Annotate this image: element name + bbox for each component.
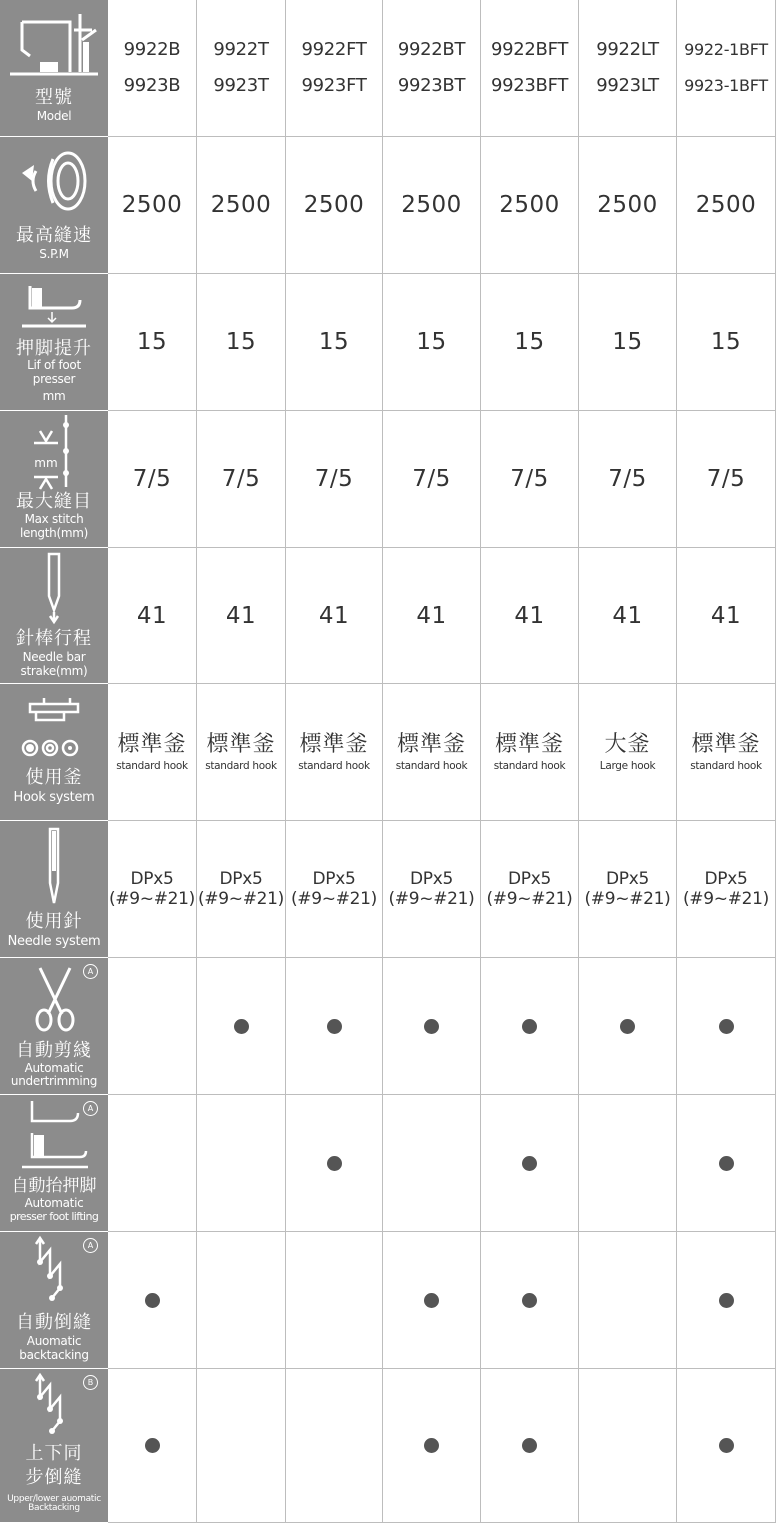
stitch-cell: 7/5 [108,411,197,548]
stroke-cell: 41 [383,548,481,684]
label-stroke-zh: 針棒行程 [16,628,92,649]
label-speed-zh: 最高縫速 [16,225,92,246]
feature-dot [719,1019,734,1034]
hook-cell: 標準釜 standard hook [481,684,579,821]
trim-cell [481,958,579,1095]
label-stitch [0,411,108,548]
sync-badge: B [83,1375,98,1390]
trim-cell [383,958,481,1095]
model-cell: 9922T 9923T [197,0,286,137]
label-trim [0,958,108,1095]
label-sync [0,1369,108,1523]
model-cell: 9922BT 9923BT [383,0,481,137]
label-lift-en1: Lif of foot [27,358,81,372]
label-needle-en: Needle system [7,934,101,949]
presser-cell [286,1095,383,1232]
speed-cell: 2500 [677,137,776,274]
label-model [0,0,108,137]
presser-badge: A [83,1101,98,1116]
lift-cell: 15 [383,274,481,411]
stroke-cell: 41 [481,548,579,684]
speed-cell: 2500 [197,137,286,274]
model-cell: 9922FT 9923FT [286,0,383,137]
stroke-cell: 41 [677,548,776,684]
backtack-cell [197,1232,286,1369]
hook-icon [0,684,108,764]
spinning-wheel-icon [0,137,108,222]
label-stroke-en2: strake(mm) [20,664,88,678]
sync-backtack-icon [0,1369,108,1441]
speed-cell: 2500 [481,137,579,274]
scissors-icon [0,958,108,1038]
needle-cell: DPx5 (#9~#21) [286,821,383,958]
row-hook [0,684,776,821]
needle-bar-icon [0,548,108,628]
presser-cell [383,1095,481,1232]
stitch-cell: 7/5 [481,411,579,548]
label-model-zh: 型號 [35,87,73,108]
feature-dot [522,1293,537,1308]
feature-dot [327,1019,342,1034]
label-lift-en3: mm [42,389,66,403]
label-trim-en2: undertrimming [10,1074,98,1088]
label-backtack-zh: 自動倒縫 [16,1312,92,1333]
feature-dot [719,1438,734,1453]
feature-dot [234,1019,249,1034]
trim-cell [108,958,197,1095]
label-stitch-en1: Max stitch [24,512,84,526]
feature-dot [145,1293,160,1308]
lift-cell: 15 [197,274,286,411]
model-cell: 9922BFT 9923BFT [481,0,579,137]
trim-cell [286,958,383,1095]
backtack-icon [0,1232,108,1310]
feature-dot [522,1156,537,1171]
hook-cell: 標準釜 standard hook [286,684,383,821]
model-cell: 9922LT 9923LT [579,0,677,137]
sync-cell [197,1369,286,1523]
label-stitch-zh: 最大縫目 [16,491,92,512]
row-stroke [0,548,776,684]
label-stitch-en2: length(mm) [20,526,88,540]
needle-icon [0,821,108,911]
label-lift-en2: presser [32,372,76,386]
trim-badge: A [83,964,98,979]
label-backtack-en2: backtacking [19,1348,89,1362]
hook-cell: 標準釜 standard hook [197,684,286,821]
lift-cell: 15 [108,274,197,411]
backtack-cell [481,1232,579,1369]
trim-cell [579,958,677,1095]
sync-cell [579,1369,677,1523]
feature-dot [145,1438,160,1453]
stitch-cell: 7/5 [383,411,481,548]
label-hook-en: Hook system [13,790,95,805]
model-cell: 9922B 9923B [108,0,197,137]
row-presser [0,1095,776,1232]
backtack-cell [108,1232,197,1369]
label-lift-zh: 押脚提升 [16,338,92,359]
foot-lifting-icon [0,1095,108,1171]
hook-cell: 標準釜 standard hook [108,684,197,821]
svg-text:mm: mm [34,456,58,470]
backtack-cell [383,1232,481,1369]
needle-cell: DPx5 (#9~#21) [677,821,776,958]
label-trim-en1: Automatic [24,1061,84,1075]
sync-cell [481,1369,579,1523]
presser-cell [481,1095,579,1232]
stitch-length-icon [0,411,108,491]
label-sync-zh2: 步倒縫 [25,1467,83,1488]
backtack-badge: A [83,1238,98,1253]
stroke-cell: 41 [579,548,677,684]
feature-dot [522,1019,537,1034]
label-stroke [0,548,108,684]
label-needle-zh: 使用針 [25,911,83,932]
speed-cell: 2500 [286,137,383,274]
label-presser-en2: presser foot lifting [9,1210,99,1223]
label-presser-zh: 自動抬押脚 [11,1176,97,1196]
presser-foot-icon [0,274,108,336]
feature-dot [719,1293,734,1308]
label-lift [0,274,108,411]
trim-cell [197,958,286,1095]
backtack-cell [579,1232,677,1369]
label-speed-en: S.P.M [39,247,69,261]
feature-dot [327,1156,342,1171]
label-model-en: Model [36,109,72,123]
feature-dot [424,1019,439,1034]
lift-cell: 15 [579,274,677,411]
needle-cell: DPx5 (#9~#21) [481,821,579,958]
stitch-cell: 7/5 [579,411,677,548]
stitch-cell: 7/5 [197,411,286,548]
label-needle [0,821,108,958]
feature-dot [719,1156,734,1171]
feature-dot [620,1019,635,1034]
backtack-cell [677,1232,776,1369]
label-presser [0,1095,108,1232]
label-trim-zh: 自動剪綫 [16,1040,92,1061]
row-lift [0,274,776,411]
sync-cell [677,1369,776,1523]
row-sync [0,1369,776,1523]
feature-dot [424,1293,439,1308]
presser-cell [677,1095,776,1232]
needle-cell: DPx5 (#9~#21) [108,821,197,958]
speed-cell: 2500 [108,137,197,274]
stitch-cell: 7/5 [677,411,776,548]
label-hook-zh: 使用釜 [25,767,83,788]
label-hook [0,684,108,821]
sync-cell [286,1369,383,1523]
stroke-cell: 41 [197,548,286,684]
presser-cell [197,1095,286,1232]
sync-cell [383,1369,481,1523]
row-backtack [0,1232,776,1369]
sync-cell [108,1369,197,1523]
row-speed [0,137,776,274]
hook-cell: 大釜 Large hook [579,684,677,821]
needle-cell: DPx5 (#9~#21) [579,821,677,958]
model-cell: 9922-1BFT 9923-1BFT [677,0,776,137]
presser-cell [579,1095,677,1232]
feature-dot [522,1438,537,1453]
speed-cell: 2500 [579,137,677,274]
label-backtack-en1: Auomatic [26,1334,82,1348]
trim-cell [677,958,776,1095]
presser-cell [108,1095,197,1232]
label-stroke-en1: Needle bar [22,650,86,664]
row-needle [0,821,776,958]
row-trim [0,958,776,1095]
sewing-machine-icon [0,0,108,85]
needle-cell: DPx5 (#9~#21) [197,821,286,958]
lift-cell: 15 [677,274,776,411]
label-speed [0,137,108,274]
label-sync-zh1: 上下同 [25,1443,83,1464]
feature-dot [424,1438,439,1453]
lift-cell: 15 [286,274,383,411]
stroke-cell: 41 [286,548,383,684]
lift-cell: 15 [481,274,579,411]
speed-cell: 2500 [383,137,481,274]
stroke-cell: 41 [108,548,197,684]
label-sync-en2: Backtacking [28,1503,80,1513]
label-presser-en1: Automatic [24,1196,84,1210]
backtack-cell [286,1232,383,1369]
hook-cell: 標準釜 standard hook [677,684,776,821]
label-sync-en1: Upper/lower auomatic [7,1494,101,1504]
stitch-cell: 7/5 [286,411,383,548]
row-model [0,0,776,137]
needle-cell: DPx5 (#9~#21) [383,821,481,958]
label-backtack [0,1232,108,1369]
hook-cell: 標準釜 standard hook [383,684,481,821]
row-stitch [0,411,776,548]
